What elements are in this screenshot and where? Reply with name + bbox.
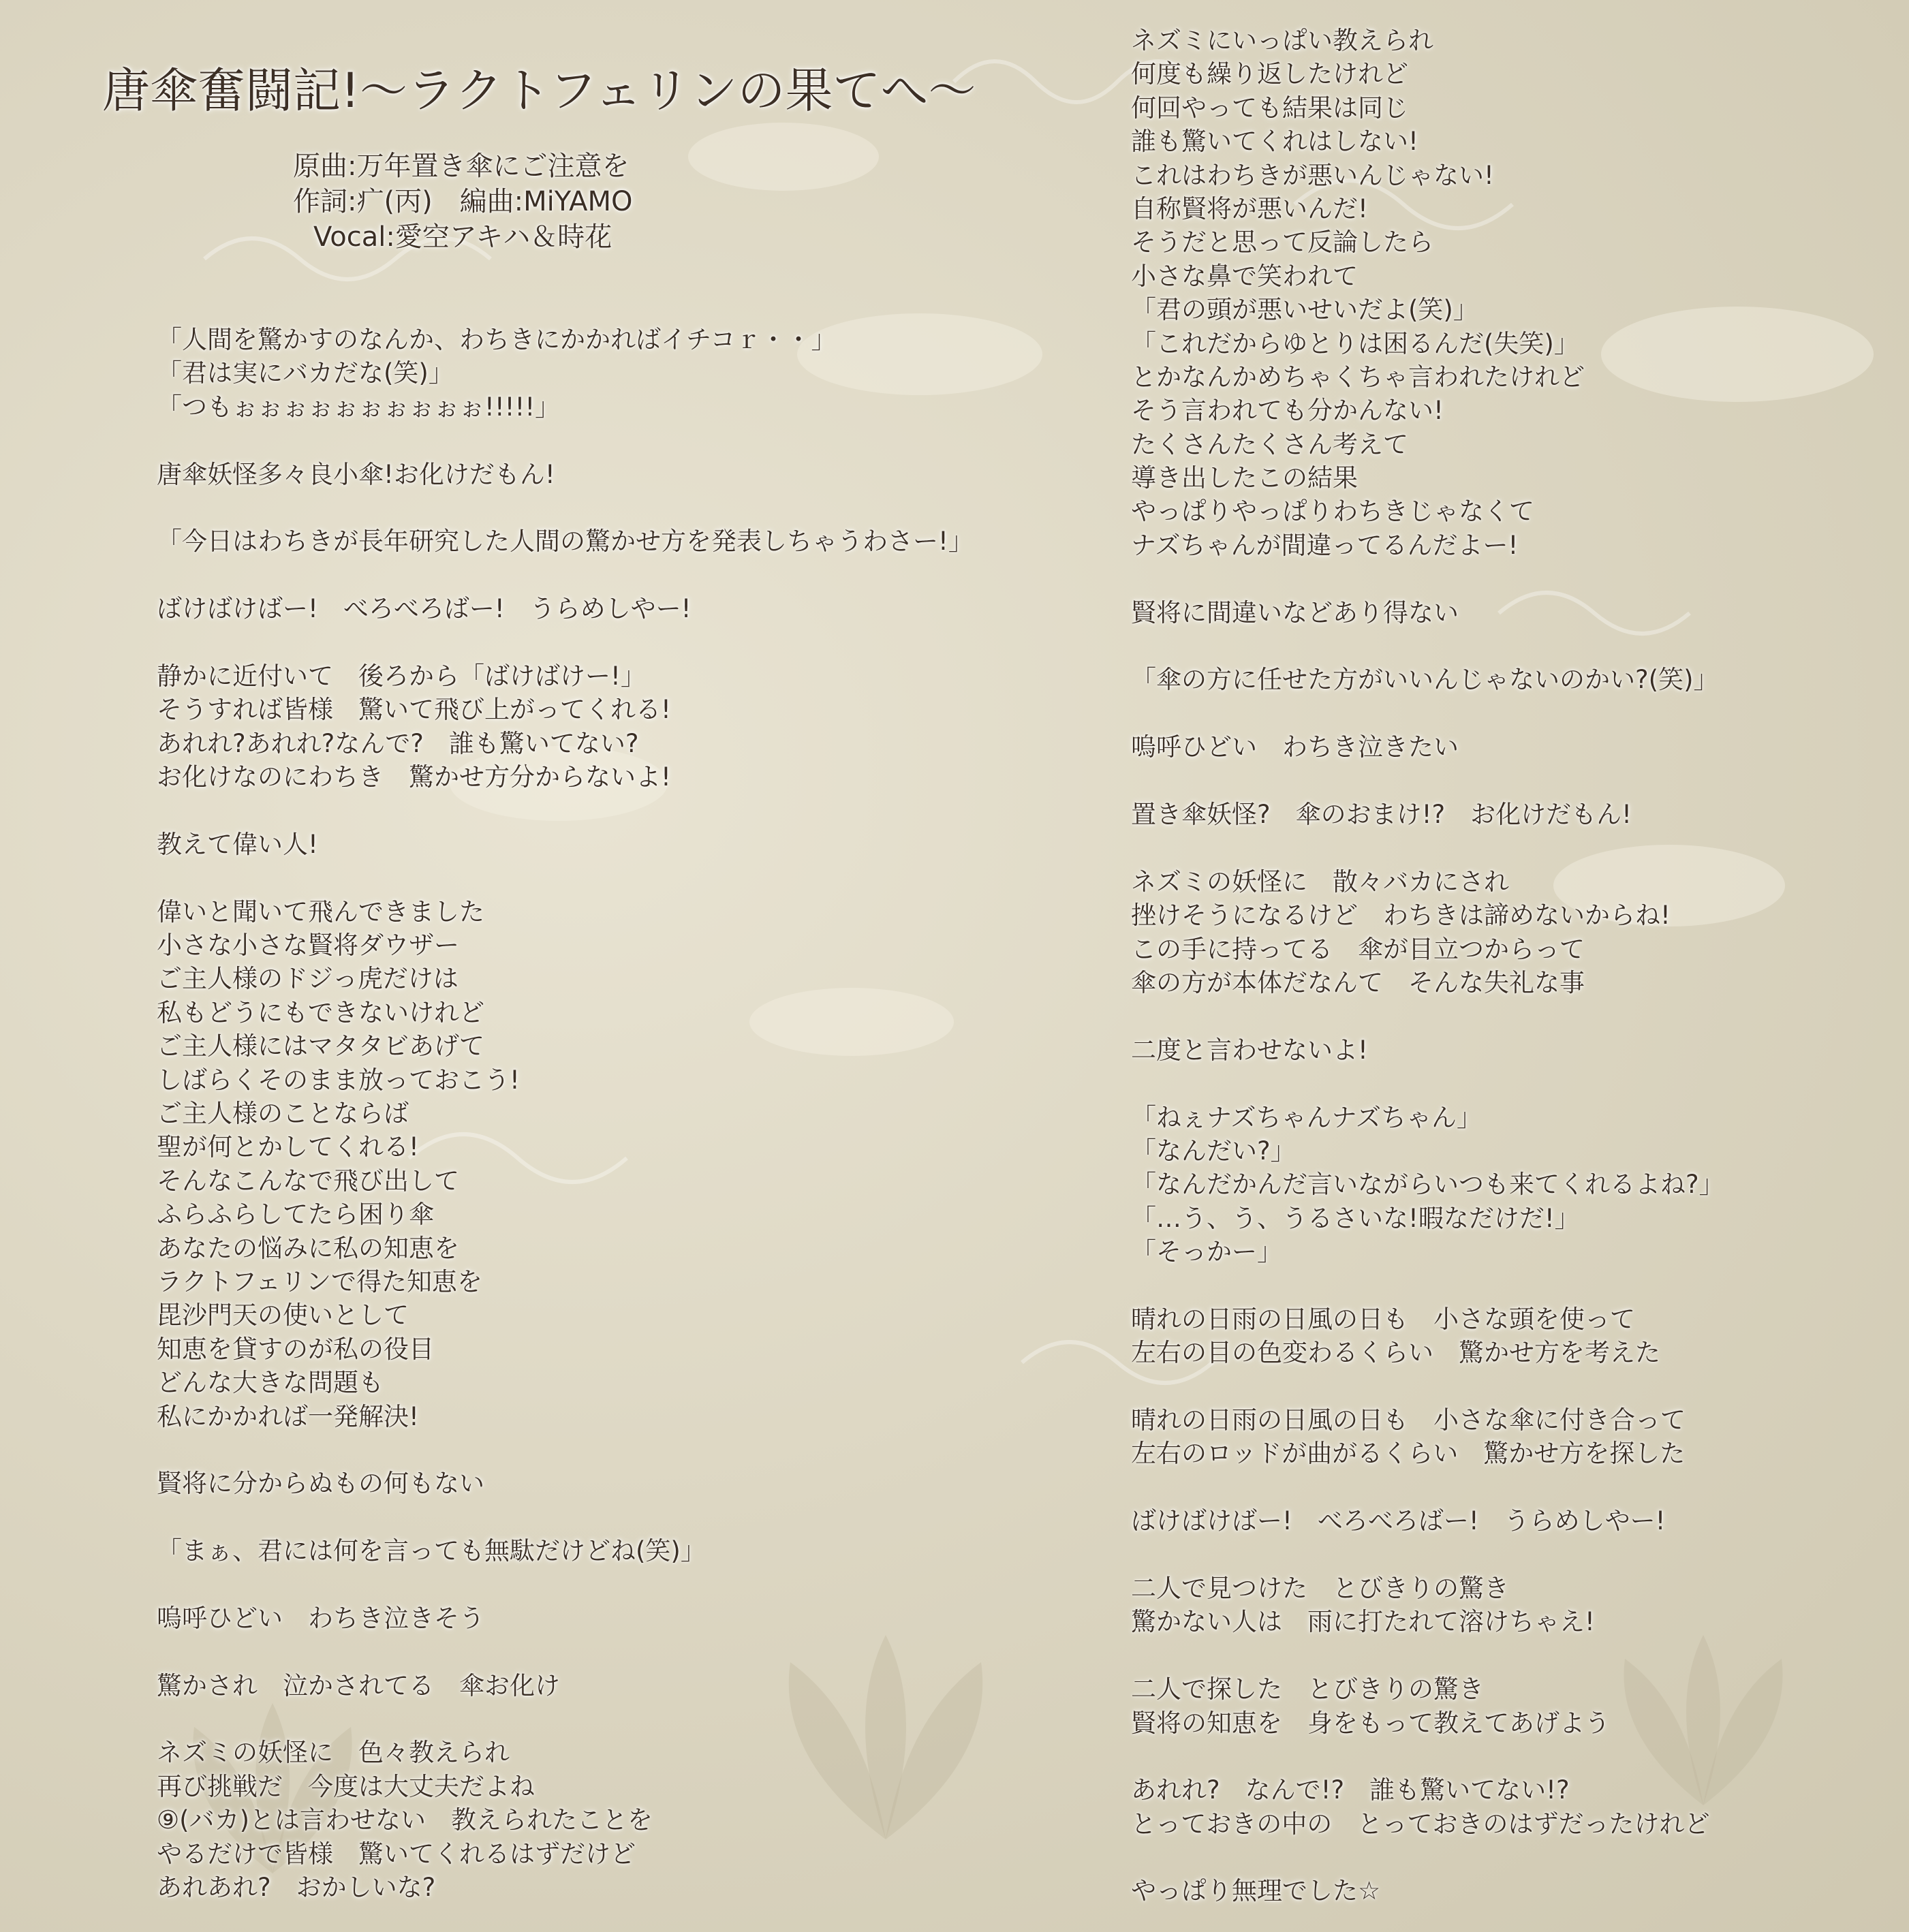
lyric-line: 唐傘妖怪多々良小傘!お化けだもん! [157,459,555,489]
song-credits [293,149,632,255]
lyric-line: 二人で見つけた とびきりの驚き [1131,1573,1509,1603]
lyric-line: 何度も繰り返したけれど [1131,59,1408,89]
lyric-line: 「これだからゆとりは困るんだ(失笑)」 [1131,328,1579,358]
lyric-line: そうすれば皆様 驚いて飛び上がってくれる! [157,695,671,725]
lyric-line [1131,1639,1724,1672]
lyric-line: ⑨(バカ)とは言わせない 教えられたことを [157,1805,653,1835]
lyric-line: たくさんたくさん考えて [1131,429,1408,459]
lyric-line: 何回やっても結果は同じ [1131,93,1408,123]
lyric-line: 驚かない人は 雨に打たれて溶けちゃえ! [1131,1607,1595,1637]
lyric-line [1131,764,1724,798]
credit-lyrics-arrangement: 作詞:疒(丙) 編曲:MiYAMO [293,186,633,217]
lyric-line: 「君の頭が悪いせいだよ(笑)」 [1131,295,1478,325]
lyrics-right-column [1131,24,1724,1908]
lyric-line: 「そっかー」 [1131,1237,1282,1267]
credit-vocal: Vocal:愛空アキハ＆時花 [313,221,612,253]
lyric-line: 賢将に間違いなどあり得ない [1131,597,1459,627]
lyric-line [1131,831,1724,864]
lyric-line [1131,562,1724,595]
lyric-line: 左右の目の色変わるくらい 驚かせ方を考えた [1131,1338,1660,1368]
lyric-line [157,1433,974,1467]
lyric-line: 左右のロッドが曲がるくらい 驚かせ方を探した [1131,1439,1686,1469]
lyric-line: そうだと思って反論したら [1131,228,1433,258]
lyric-line: 聖が何とかしてくれる! [157,1132,419,1162]
lyric-line [1131,629,1724,663]
lyric-line [157,861,974,894]
lyric-line: 「…う、う、うるさいな!暇なだけだ!」 [1131,1203,1580,1233]
lyric-line: 自称賢将が悪いんだ! [1131,193,1368,223]
lyric-line: とっておきの中の とっておきのはずだったけれど [1131,1809,1710,1839]
lyric-line: ばけばけばー! べろべろばー! うらめしやー! [157,594,692,624]
lyric-line: 私もどうにもできないけれど [157,997,484,1027]
lyric-line: 知恵を貸すのが私の役目 [157,1334,434,1364]
lyric-line: 嗚呼ひどい わちき泣きたい [1131,732,1459,762]
lyric-line: やるだけで皆様 驚いてくれるはずだけど [157,1839,636,1869]
lyric-line: 「今日はわちきが長年研究した人間の驚かせ方を発表しちゃうわさー!」 [157,527,974,557]
lyric-line: 偉いと聞いて飛んできました [157,897,484,926]
lyric-line [1131,697,1724,730]
lyric-line: ご主人様のドジっ虎だけは [157,964,459,994]
lyric-line: 小さな小さな賢将ダウザー [157,931,459,961]
lyric-line [157,1501,974,1534]
lyric-line: 静かに近付いて 後ろから「ばけばけー!」 [157,661,646,691]
lyric-line: そんなこんなで飛び出して [157,1166,459,1196]
lyric-line [1131,1471,1724,1504]
lyric-line [157,1568,974,1601]
lyric-line [157,626,974,659]
lyric-line: あれあれ? おかしいな? [157,1872,436,1902]
lyric-line: ばけばけばー! べろべろばー! うらめしやー! [1131,1506,1666,1536]
lyric-line: 再び挑戦だ 今度は大丈夫だよね [157,1771,535,1801]
lyric-line: ネズミにいっぱい教えられ [1131,26,1433,55]
lyric-line: ふらふらしてたら困り傘 [157,1200,434,1230]
lyric-line: ネズミの妖怪に 色々教えられ [157,1738,510,1768]
lyric-line: あなたの悩みに私の知恵を [157,1233,459,1263]
lyric-line: あれれ?あれれ?なんで? 誰も驚いてない? [157,728,639,758]
credit-original-song: 原曲:万年置き傘にご注意を [293,151,630,182]
lyric-line [1131,1268,1724,1302]
lyric-line: しばらくそのまま放っておこう! [157,1065,520,1095]
lyrics-left-column [157,323,974,1904]
lyric-line: 「ねぇナズちゃんナズちゃん」 [1131,1102,1483,1132]
lyric-line: 賢将の知恵を 身をもって教えてあげよう [1131,1708,1610,1738]
lyric-line [157,559,974,592]
lyric-line: 傘の方が本体だなんて そんな失礼な事 [1131,967,1585,997]
lyric-line [157,424,974,457]
lyric-line: 晴れの日雨の日風の日も 小さな頭を使って [1131,1304,1635,1334]
lyric-line: やっぱり無理でした☆ [1131,1876,1381,1906]
lyric-line: 「まぁ、君には何を言っても無駄だけどね(笑)」 [157,1536,706,1566]
lyric-line [157,1635,974,1668]
song-title: 唐傘奮闘記!〜ラクトフェリンの果てへ〜 [102,63,976,119]
lyric-line [1131,1841,1724,1874]
lyric-line: 二度と言わせないよ! [1131,1035,1368,1065]
lyric-line: 「つもぉぉぉぉぉぉぉぉぉぉ!!!!!」 [157,392,561,422]
lyric-line: 賢将に分からぬもの何もない [157,1469,484,1499]
lyric-line: お化けなのにわちき 驚かせ方分からないよ! [157,762,671,792]
lyric-line: どんな大きな問題も [157,1368,384,1398]
lyric-line: やっぱりやっぱりわちきじゃなくて [1131,497,1534,527]
lyric-line: これはわちきが悪いんじゃない! [1131,160,1494,190]
lyric-line: 嗚呼ひどい わちき泣きそう [157,1603,484,1633]
lyric-line: 小さな鼻で笑われて [1131,261,1358,291]
lyric-line [157,1702,974,1736]
lyric-line: そう言われても分かんない! [1131,396,1444,426]
lyric-line [157,794,974,827]
lyric-line: ラクトフェリンで得た知恵を [157,1266,483,1296]
lyric-line: 驚かされ 泣かされてる 傘お化け [157,1670,560,1700]
lyric-line: 「君は実にバカだな(笑)」 [157,358,454,388]
lyric-line: とかなんかめちゃくちゃ言われたけれど [1131,362,1585,392]
lyric-line: 挫けそうになるけど わちきは諦めないからね! [1131,901,1671,931]
lyric-line: 「人間を驚かすのなんか、わちきにかかればイチコｒ・・」 [157,325,837,354]
lyric-line: 置き傘妖怪? 傘のおまけ!? お化けだもん! [1131,799,1632,829]
lyric-line: 導き出したこの結果 [1131,463,1358,493]
lyric-line [157,491,974,525]
lyric-line: 「なんだい?」 [1131,1136,1296,1166]
lyric-line [1131,1538,1724,1572]
lyric-line [1131,999,1724,1033]
lyric-line: 毘沙門天の使いとして [157,1300,409,1330]
lyric-line: 私にかかれば一発解決! [157,1401,419,1431]
lyric-line [1131,1067,1724,1100]
lyric-line: 二人で探した とびきりの驚き [1131,1674,1484,1704]
lyric-line [1131,1370,1724,1403]
lyric-line: この手に持ってる 傘が目立つからって [1131,934,1585,964]
lyric-line: ご主人様のことならば [157,1098,409,1128]
lyric-line: 「傘の方に任せた方がいいんじゃないのかい?(笑)」 [1131,665,1719,695]
lyric-line: 「なんだかんだ言いながらいつも来てくれるよね?」 [1131,1170,1724,1200]
lyric-line: ナズちゃんが間違ってるんだよー! [1131,530,1519,560]
lyric-line: あれれ? なんで!? 誰も驚いてない!? [1131,1775,1570,1805]
lyric-line: ネズミの妖怪に 散々バカにされ [1131,867,1509,897]
lyric-line: ご主人様にはマタタビあげて [157,1031,484,1061]
lyric-line [1131,1740,1724,1773]
lyric-line: 誰も驚いてくれはしない! [1131,127,1418,157]
lyric-line: 教えて偉い人! [157,829,318,859]
lyric-line: 晴れの日雨の日風の日も 小さな傘に付き合って [1131,1405,1686,1435]
